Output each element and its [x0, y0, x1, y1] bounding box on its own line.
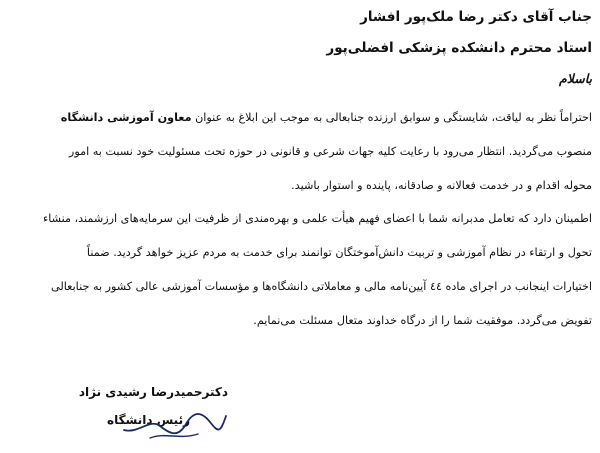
- body-line: منصوب می‌گردید. انتظار می‌رود با رعایت کلیه جهات شرعی و قانونی در حوزه تحت مسئولیت خود نسبت به امور: [68, 145, 592, 158]
- body-line: [61, 110, 592, 126]
- body-text: احتراماً نظر به لیاقت، شایستگی و سوابق ارزنده جنابعالی به موجب این ابلاغ به عنوان: [191, 111, 592, 124]
- appointment-role: معاون آموزشی دانشگاه: [60, 111, 192, 124]
- signer-name: دکترحمیدرضا رشیدی نژاد: [78, 385, 228, 399]
- body-line: محوله اقدام و در خدمت فعالانه و صادقانه، پاینده و استوار باشید.: [291, 179, 592, 192]
- greeting: باسلام: [559, 71, 592, 86]
- body-line: تحول و ارتقاء در نظام آموزشی و تربیت دانش‌آموختگان توانمند برای خدمت به مردم عزیز خواهد گردید. ضمناً: [86, 246, 592, 259]
- body-line: تفویض می‌گردد. موفقیت شما را از درگاه خداوند متعال مسئلت می‌نمایم.: [253, 314, 592, 327]
- body-line: اختیارات اینجانب در اجرای ماده ٤٤ آیین‌نامه مالی و معاملاتی دانشگاه‌ها و مؤسسات آموزشی عالی کشور به جنابعالی: [51, 280, 592, 293]
- addressee-line: جناب آقای دکتر رضا ملک‌پور افشار: [360, 9, 592, 25]
- body-line: اطمینان دارد که تعامل مدبرانه شما با اعضای فهیم هیأت علمی و بهره‌مندی از ظرفیت این سرمایه‌های ارزشمند، منشاء: [42, 212, 592, 225]
- recipient-position-line: استاد محترم دانشکده پزشکی افضلی‌پور: [326, 40, 592, 56]
- signer-title: رئیس دانشگاه: [106, 413, 190, 427]
- handwritten-signature: [120, 404, 230, 444]
